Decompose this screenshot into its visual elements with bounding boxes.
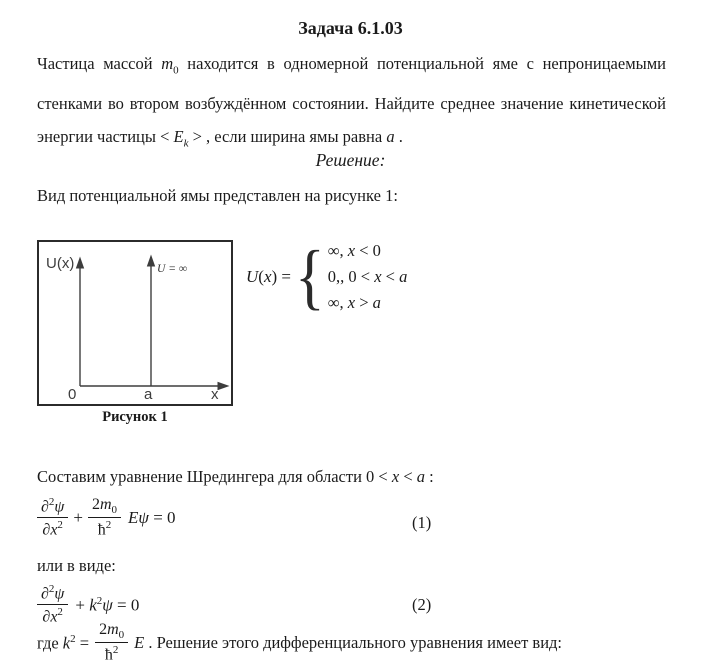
fraction-numerator: $2m_0$ <box>88 496 121 518</box>
fraction-numerator: $2m_0$ <box>95 621 128 643</box>
fraction-numerator: ∂$^2$ψ <box>37 496 68 518</box>
equation-1 <box>37 496 176 540</box>
equation-tail: Eψ = 0 <box>128 507 176 527</box>
problem-line: энергии частицы < $E_k$ > , если ширина ямы равна a . <box>37 127 403 150</box>
potential-cases <box>328 238 408 316</box>
fraction-denominator: $ħ^2$ <box>104 644 119 662</box>
barrier-infinity-label: U = ∞ <box>157 263 188 275</box>
problem-paragraph <box>37 47 666 161</box>
left-wall-arrowhead-icon <box>77 258 84 268</box>
case-line: ∞, x < 0 <box>327 241 381 260</box>
potential-definition-formula <box>246 238 407 316</box>
where-k-definition-line <box>37 621 562 662</box>
figure-intro-text: Вид потенциальной ямы представлен на рисунке 1: <box>37 186 398 205</box>
solution-heading: Решение: <box>315 150 386 170</box>
problem-line: Частица массой $m_0$ находится в одномерной потенциальной яме с непроницаемыми <box>37 54 667 77</box>
y-axis-label: U(x) <box>46 255 75 272</box>
potential-lhs: U(x) = <box>246 267 291 286</box>
cases-brace: { <box>295 236 325 318</box>
x-axis-label: x <box>211 386 219 403</box>
fraction-denominator: $\partial x^2$ <box>42 519 63 539</box>
equation-number-2: (2) <box>412 595 432 614</box>
case-line: 0,, 0 < x < a <box>327 267 408 286</box>
right-wall-arrowhead-icon <box>148 256 155 266</box>
or-in-form-text: или в виде: <box>37 556 116 575</box>
equation-tail: + $k^2\psi = 0$ <box>75 594 140 615</box>
schrodinger-intro-text: Составим уравнение Шредингера для области 0 < x < a : <box>37 467 434 486</box>
fraction-numerator: ∂$^2$ψ <box>37 583 68 605</box>
case-line: ∞, x > a <box>327 293 381 312</box>
x-tick-a: a <box>144 386 153 403</box>
problem-line: стенками во втором возбуждённом состоянии. Найдите среднее значение кинетической <box>37 94 666 114</box>
fraction-denominator: $ħ^2$ <box>97 519 112 539</box>
derivative-fraction <box>37 496 68 540</box>
where-prefix: где $k^2$ = <box>37 632 90 652</box>
page-title: Задача 6.1.03 <box>298 18 403 38</box>
figure-box <box>37 240 233 406</box>
mass-fraction <box>88 496 121 540</box>
x-tick-origin: 0 <box>68 386 77 403</box>
equation-number-1: (1) <box>412 513 432 532</box>
x-axis-arrowhead-icon <box>218 383 228 390</box>
k-squared-fraction <box>95 621 128 662</box>
fraction-denominator: $\partial x^2$ <box>42 606 63 626</box>
plus-operator: + <box>73 507 83 527</box>
figure-caption: Рисунок 1 <box>102 409 168 425</box>
where-suffix: E . Решение этого дифференциального уравнения имеет вид: <box>134 632 563 652</box>
